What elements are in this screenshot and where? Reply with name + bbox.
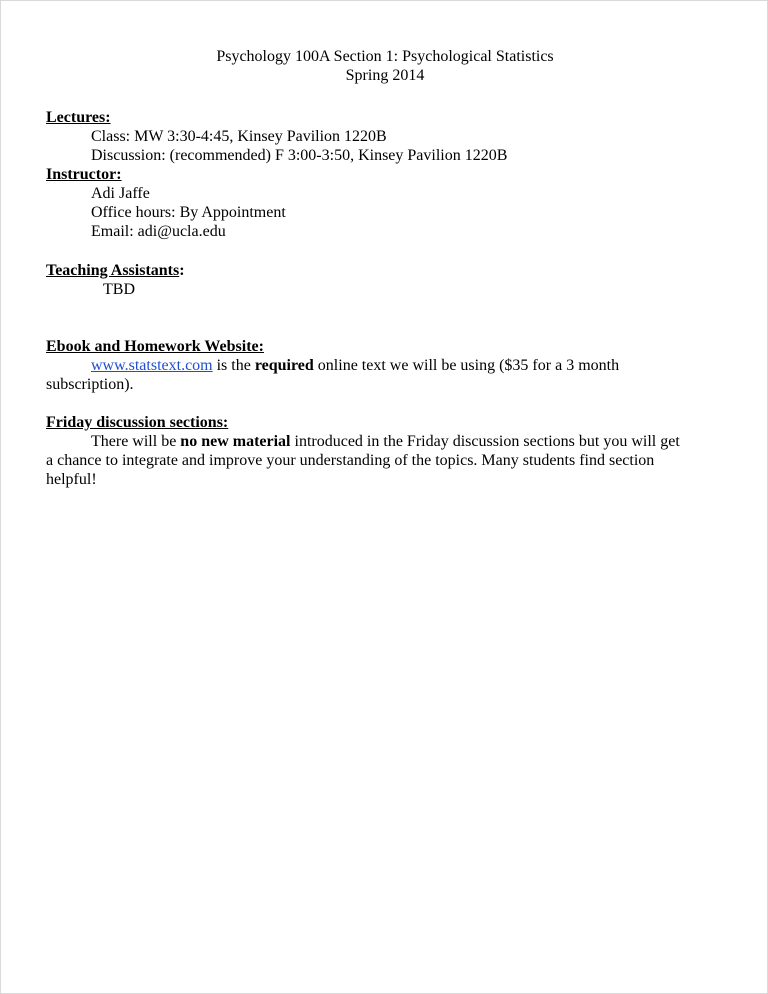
lectures-heading: Lectures:	[46, 109, 111, 126]
ebook-text-after: online text we will be using ($35 for a 3 month	[313, 357, 620, 374]
teaching-assistants-label: Teaching Assistants	[46, 262, 180, 279]
ebook-line-1	[91, 356, 619, 375]
instructor-name: Adi Jaffe	[91, 185, 150, 202]
ebook-required: required	[254, 357, 314, 374]
document-term: Spring 2014	[345, 67, 425, 84]
instructor-email: Email: adi@ucla.edu	[91, 223, 226, 240]
ebook-heading: Ebook and Homework Website:	[46, 338, 264, 355]
statstext-link[interactable]: www.statstext.com	[91, 357, 213, 374]
friday-line-1-before: There will be	[91, 433, 181, 450]
teaching-assistants-value: TBD	[103, 281, 135, 298]
friday-line-1	[91, 432, 680, 451]
teaching-assistants-heading	[46, 261, 185, 280]
instructor-office-hours: Office hours: By Appointment	[91, 204, 286, 221]
friday-heading: Friday discussion sections:	[46, 414, 229, 431]
document-title: Psychology 100A Section 1: Psychological Statistics	[216, 48, 554, 65]
ebook-text-before: is the	[212, 357, 255, 374]
lectures-class: Class: MW 3:30-4:45, Kinsey Pavilion 1220B	[91, 128, 387, 145]
friday-no-new-material: no new material	[180, 433, 291, 450]
teaching-assistants-colon: :	[179, 262, 185, 279]
instructor-heading: Instructor:	[46, 166, 122, 183]
friday-line-2: a chance to integrate and improve your understanding of the topics. Many students find section	[46, 452, 655, 469]
friday-line-1-after: introduced in the Friday discussion sections but you will get	[290, 433, 680, 450]
friday-line-3: helpful!	[46, 471, 97, 488]
lectures-discussion: Discussion: (recommended) F 3:00-3:50, Kinsey Pavilion 1220B	[91, 147, 508, 164]
ebook-line-2: subscription).	[46, 376, 134, 393]
